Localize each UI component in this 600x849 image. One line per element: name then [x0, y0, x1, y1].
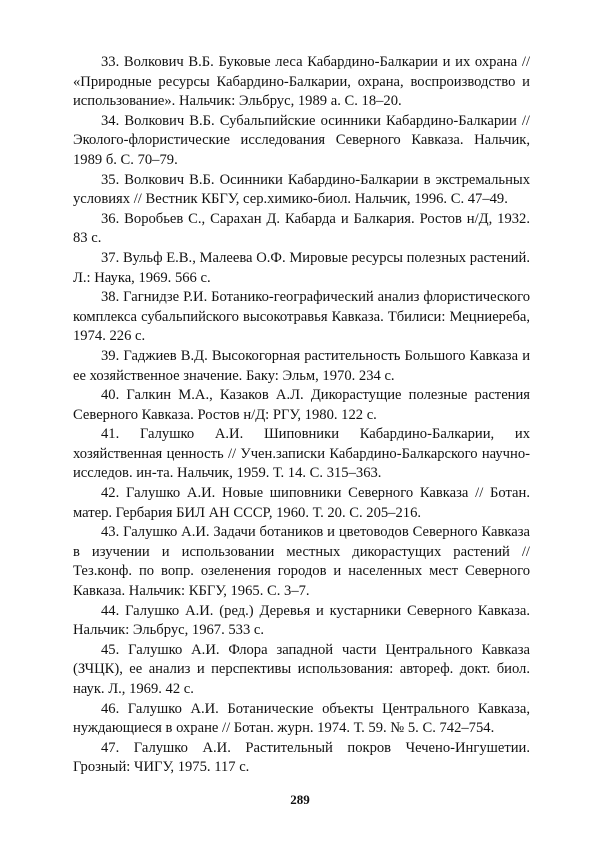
reference-item-40: 40. Галкин М.А., Казаков А.Л. Дикорастущие полезные растения Северного Кавказа. Ростов н/Д: РГУ, 1980. 122 с.: [73, 387, 530, 423]
reference-item-47: 47. Галушко А.И. Растительный покров Чечено-Ингушетии. Грозный: ЧИГУ, 1975. 117 с.: [73, 739, 530, 776]
reference-item-35: 35. Волкович В.Б. Осинники Кабардино-Балкарии в экстремальных условиях // Вестник КБГУ, сер.химико-биол. Нальчик, 1996. С. 47–49.: [73, 171, 530, 208]
reference-item-36: 36. Воробьев С., Сарахан Д. Кабарда и Балкария. Ростов н/Д, 1932. 83 с.: [73, 210, 530, 247]
reference-item-45: 45. Галушко А.И. Флора западной части Центрального Кавказа (ЗЧЦК), ее анализ и перспективы использования: автореф. докт. биол. наук. Л., 1969. 42 с.: [73, 641, 530, 697]
reference-item-42: 42. Галушко А.И. Новые шиповники Северного Кавказа // Ботан. матер. Гербария БИЛ АН СССР, 1960. Т. 20. С. 205–216.: [73, 485, 530, 521]
reference-item-39: 39. Гаджиев В.Д. Высокогорная растительность Большого Кавказа и ее хозяйственное значение. Баку: Эльм, 1970. 234 с.: [73, 347, 530, 384]
reference-item-34: 34. Волкович В.Б. Субальпийские осинники Кабардино-Балкарии // Эколого-флористические исследования Северного Кавказа. Нальчик, 1989 б. С. 70–79.: [73, 112, 530, 168]
reference-item-43: 43. Галушко А.И. Задачи ботаников и цветоводов Северного Кавказа в изучении и использовании местных дикорастущих растений // Тез.конф. по вопр. озеленения городов и населенных мест Северного Кавказа. Нальчик: КБГУ, 1965. С. 3–7.: [73, 524, 530, 600]
reference-item-38: 38. Гагнидзе Р.И. Ботанико-географический анализ флористического комплекса субальпийского высокотравья Кавказа. Тбилиси: Мецниереба, 1974. 226 с.: [73, 289, 530, 345]
reference-list: [73, 53, 530, 778]
page-number: 289: [290, 792, 310, 807]
reference-item-46: 46. Галушко А.И. Ботанические объекты Центрального Кавказа, нуждающиеся в охране // Ботан. журн. 1974. Т. 59. № 5. С. 742–754.: [73, 700, 530, 737]
reference-item-44: 44. Галушко А.И. (ред.) Деревья и кустарники Северного Кавказа. Нальчик: Эльбрус, 1967. 533 с.: [73, 602, 530, 639]
reference-item-33: 33. Волкович В.Б. Буковые леса Кабардино-Балкарии и их охрана // «Природные ресурсы Кабардино-Балкарии, охрана, воспроизводство и использование». Нальчик: Эльбрус, 1989 а. С. 18–20.: [73, 54, 530, 110]
reference-item-41: 41. Галушко А.И. Шиповники Кабардино-Балкарии, их хозяйственная ценность // Учен.записки Кабардино-Балкарского научно-исследов. ин-та. Нальчик, 1959. Т. 14. С. 315–363.: [73, 426, 530, 482]
reference-item-37: 37. Вульф Е.В., Малеева О.Ф. Мировые ресурсы полезных растений. Л.: Наука, 1969. 566 с.: [73, 249, 530, 286]
